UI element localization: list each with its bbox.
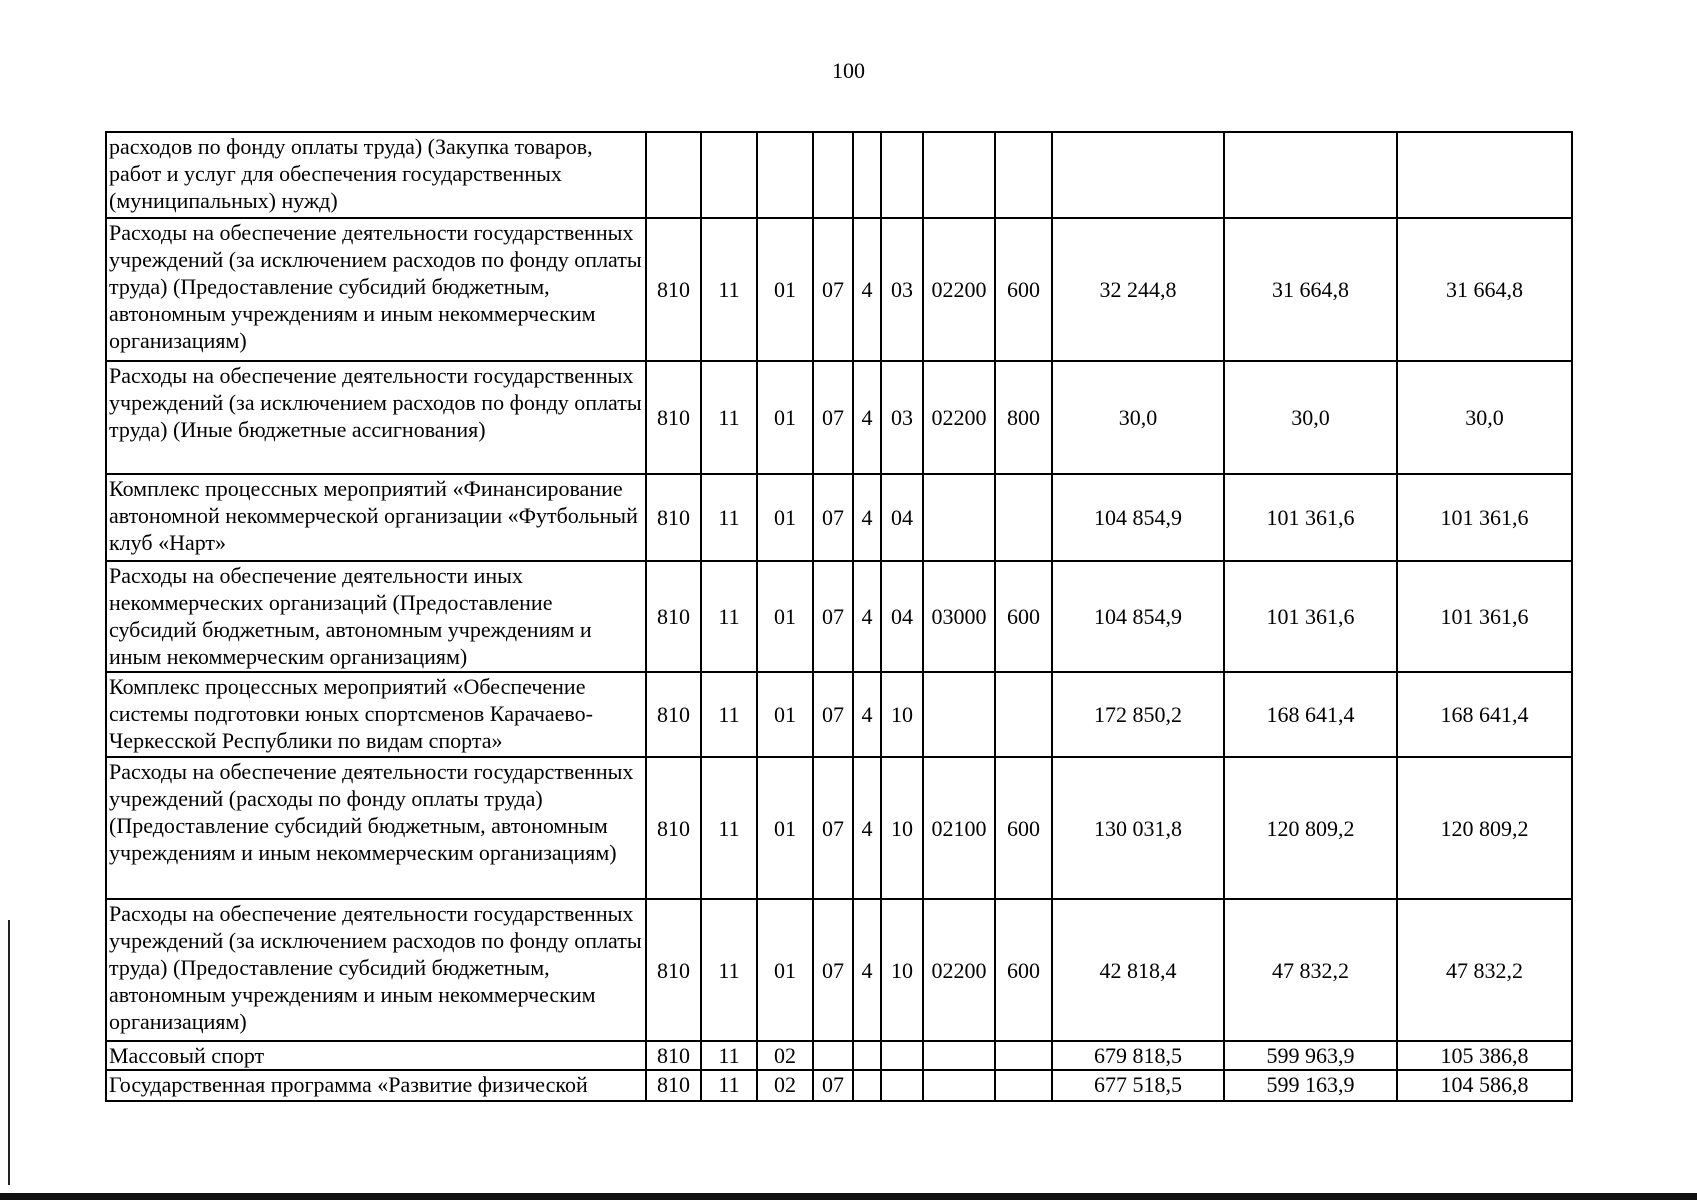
ved-code: 810 bbox=[646, 899, 701, 1041]
row-name: Расходы на обеспечение деятельности государственных учреждений (за исключением расходов по фонду оплаты труда) (Предоставление субсидий бюджетным, автономным учреждениям и иным некоммерческим организациям) bbox=[106, 218, 646, 361]
amount-year-1: 30,0 bbox=[1052, 361, 1224, 474]
amount-year-3 bbox=[1397, 132, 1572, 218]
expense-type-code bbox=[995, 474, 1052, 561]
section-code: 11 bbox=[701, 1041, 757, 1070]
row-name: Расходы на обеспечение деятельности государственных учреждений (расходы по фонду оплаты труда) (Предоставление субсидий бюджетным, автономным учреждениям и иным некоммерческим организациям) bbox=[106, 757, 646, 899]
amount-year-2: 599 163,9 bbox=[1224, 1070, 1397, 1101]
section-code: 11 bbox=[701, 561, 757, 672]
amount-year-2: 168 641,4 bbox=[1224, 672, 1397, 757]
table-row bbox=[106, 1041, 1572, 1070]
target-code-part-2: 4 bbox=[853, 672, 881, 757]
target-code-part-2: 4 bbox=[853, 757, 881, 899]
table-row bbox=[106, 1070, 1572, 1101]
row-name: Комплекс процессных мероприятий «Обеспечение системы подготовки юных спортсменов Карачаево-Черкесской Республики по видам спорта» bbox=[106, 672, 646, 757]
ved-code: 810 bbox=[646, 1070, 701, 1101]
target-code-part-4 bbox=[923, 1070, 995, 1101]
target-code-part-4 bbox=[923, 132, 995, 218]
section-code: 11 bbox=[701, 899, 757, 1041]
expense-type-code: 600 bbox=[995, 757, 1052, 899]
scan-bottom-band bbox=[0, 1193, 1697, 1200]
ved-code: 810 bbox=[646, 474, 701, 561]
target-code-part-2 bbox=[853, 1041, 881, 1070]
table-row bbox=[106, 474, 1572, 561]
subsection-code: 01 bbox=[757, 899, 813, 1041]
target-code-part-3: 10 bbox=[881, 672, 923, 757]
expense-type-code bbox=[995, 132, 1052, 218]
amount-year-1: 677 518,5 bbox=[1052, 1070, 1224, 1101]
target-code-part-3: 04 bbox=[881, 474, 923, 561]
target-code-part-4: 02200 bbox=[923, 218, 995, 361]
row-name: Расходы на обеспечение деятельности государственных учреждений (за исключением расходов по фонду оплаты труда) (Иные бюджетные ассигнования) bbox=[106, 361, 646, 474]
subsection-code: 01 bbox=[757, 757, 813, 899]
amount-year-1: 130 031,8 bbox=[1052, 757, 1224, 899]
target-code-part-1: 07 bbox=[813, 361, 853, 474]
target-code-part-4 bbox=[923, 1041, 995, 1070]
amount-year-1: 679 818,5 bbox=[1052, 1041, 1224, 1070]
target-code-part-3 bbox=[881, 1041, 923, 1070]
budget-table bbox=[105, 131, 1573, 1102]
target-code-part-3: 04 bbox=[881, 561, 923, 672]
expense-type-code bbox=[995, 1041, 1052, 1070]
amount-year-2: 101 361,6 bbox=[1224, 561, 1397, 672]
subsection-code: 02 bbox=[757, 1041, 813, 1070]
table-row bbox=[106, 218, 1572, 361]
amount-year-3: 120 809,2 bbox=[1397, 757, 1572, 899]
section-code: 11 bbox=[701, 757, 757, 899]
amount-year-2: 101 361,6 bbox=[1224, 474, 1397, 561]
amount-year-3: 30,0 bbox=[1397, 361, 1572, 474]
target-code-part-1 bbox=[813, 132, 853, 218]
target-code-part-3 bbox=[881, 1070, 923, 1101]
subsection-code bbox=[757, 132, 813, 218]
ved-code: 810 bbox=[646, 1041, 701, 1070]
amount-year-3: 101 361,6 bbox=[1397, 561, 1572, 672]
subsection-code: 01 bbox=[757, 361, 813, 474]
section-code: 11 bbox=[701, 1070, 757, 1101]
target-code-part-2 bbox=[853, 132, 881, 218]
expense-type-code bbox=[995, 672, 1052, 757]
amount-year-2: 30,0 bbox=[1224, 361, 1397, 474]
expense-type-code: 800 bbox=[995, 361, 1052, 474]
ved-code: 810 bbox=[646, 561, 701, 672]
amount-year-1 bbox=[1052, 132, 1224, 218]
target-code-part-4: 02200 bbox=[923, 899, 995, 1041]
subsection-code: 01 bbox=[757, 474, 813, 561]
table-row bbox=[106, 757, 1572, 899]
ved-code: 810 bbox=[646, 361, 701, 474]
amount-year-1: 32 244,8 bbox=[1052, 218, 1224, 361]
table-row bbox=[106, 132, 1572, 218]
amount-year-3: 168 641,4 bbox=[1397, 672, 1572, 757]
target-code-part-2: 4 bbox=[853, 561, 881, 672]
target-code-part-1: 07 bbox=[813, 474, 853, 561]
amount-year-2: 599 963,9 bbox=[1224, 1041, 1397, 1070]
target-code-part-3: 03 bbox=[881, 218, 923, 361]
target-code-part-1 bbox=[813, 1041, 853, 1070]
target-code-part-1: 07 bbox=[813, 672, 853, 757]
row-name: Комплекс процессных мероприятий «Финансирование автономной некоммерческой организации «Футбольный клуб «Нарт» bbox=[106, 474, 646, 561]
section-code: 11 bbox=[701, 474, 757, 561]
ved-code: 810 bbox=[646, 757, 701, 899]
target-code-part-3 bbox=[881, 132, 923, 218]
target-code-part-3: 03 bbox=[881, 361, 923, 474]
row-name: Массовый спорт bbox=[106, 1041, 646, 1070]
amount-year-3: 105 386,8 bbox=[1397, 1041, 1572, 1070]
target-code-part-4 bbox=[923, 474, 995, 561]
target-code-part-2: 4 bbox=[853, 899, 881, 1041]
amount-year-1: 104 854,9 bbox=[1052, 561, 1224, 672]
target-code-part-3: 10 bbox=[881, 757, 923, 899]
ved-code: 810 bbox=[646, 672, 701, 757]
table-row bbox=[106, 361, 1572, 474]
amount-year-3: 104 586,8 bbox=[1397, 1070, 1572, 1101]
expense-type-code: 600 bbox=[995, 561, 1052, 672]
target-code-part-1: 07 bbox=[813, 218, 853, 361]
table-row bbox=[106, 561, 1572, 672]
amount-year-2: 31 664,8 bbox=[1224, 218, 1397, 361]
subsection-code: 01 bbox=[757, 561, 813, 672]
expense-type-code: 600 bbox=[995, 899, 1052, 1041]
target-code-part-2: 4 bbox=[853, 474, 881, 561]
target-code-part-2: 4 bbox=[853, 218, 881, 361]
target-code-part-1: 07 bbox=[813, 899, 853, 1041]
amount-year-3: 31 664,8 bbox=[1397, 218, 1572, 361]
target-code-part-2: 4 bbox=[853, 361, 881, 474]
target-code-part-1: 07 bbox=[813, 757, 853, 899]
amount-year-3: 101 361,6 bbox=[1397, 474, 1572, 561]
section-code: 11 bbox=[701, 361, 757, 474]
row-name: расходов по фонду оплаты труда) (Закупка товаров, работ и услуг для обеспечения государственных (муниципальных) нужд) bbox=[106, 132, 646, 218]
table-row bbox=[106, 672, 1572, 757]
section-code bbox=[701, 132, 757, 218]
target-code-part-1: 07 bbox=[813, 561, 853, 672]
row-name: Расходы на обеспечение деятельности иных некоммерческих организаций (Предоставление субсидий бюджетным, автономным учреждениям и иным некоммерческим организациям) bbox=[106, 561, 646, 672]
section-code: 11 bbox=[701, 672, 757, 757]
target-code-part-3: 10 bbox=[881, 899, 923, 1041]
ved-code bbox=[646, 132, 701, 218]
amount-year-2: 120 809,2 bbox=[1224, 757, 1397, 899]
target-code-part-2 bbox=[853, 1070, 881, 1101]
target-code-part-4 bbox=[923, 672, 995, 757]
amount-year-3: 47 832,2 bbox=[1397, 899, 1572, 1041]
target-code-part-4: 03000 bbox=[923, 561, 995, 672]
target-code-part-4: 02100 bbox=[923, 757, 995, 899]
amount-year-2 bbox=[1224, 132, 1397, 218]
target-code-part-1: 07 bbox=[813, 1070, 853, 1101]
subsection-code: 01 bbox=[757, 672, 813, 757]
row-name: Государственная программа «Развитие физической bbox=[106, 1070, 646, 1101]
subsection-code: 02 bbox=[757, 1070, 813, 1101]
page-number: 100 bbox=[832, 58, 865, 83]
amount-year-1: 172 850,2 bbox=[1052, 672, 1224, 757]
row-name: Расходы на обеспечение деятельности государственных учреждений (за исключением расходов по фонду оплаты труда) (Предоставление субсидий бюджетным, автономным учреждениям и иным некоммерческим организациям) bbox=[106, 899, 646, 1041]
subsection-code: 01 bbox=[757, 218, 813, 361]
expense-type-code: 600 bbox=[995, 218, 1052, 361]
amount-year-2: 47 832,2 bbox=[1224, 899, 1397, 1041]
section-code: 11 bbox=[701, 218, 757, 361]
amount-year-1: 104 854,9 bbox=[1052, 474, 1224, 561]
expense-type-code bbox=[995, 1070, 1052, 1101]
table-row bbox=[106, 899, 1572, 1041]
ved-code: 810 bbox=[646, 218, 701, 361]
scan-left-edge bbox=[8, 920, 10, 1185]
amount-year-1: 42 818,4 bbox=[1052, 899, 1224, 1041]
target-code-part-4: 02200 bbox=[923, 361, 995, 474]
